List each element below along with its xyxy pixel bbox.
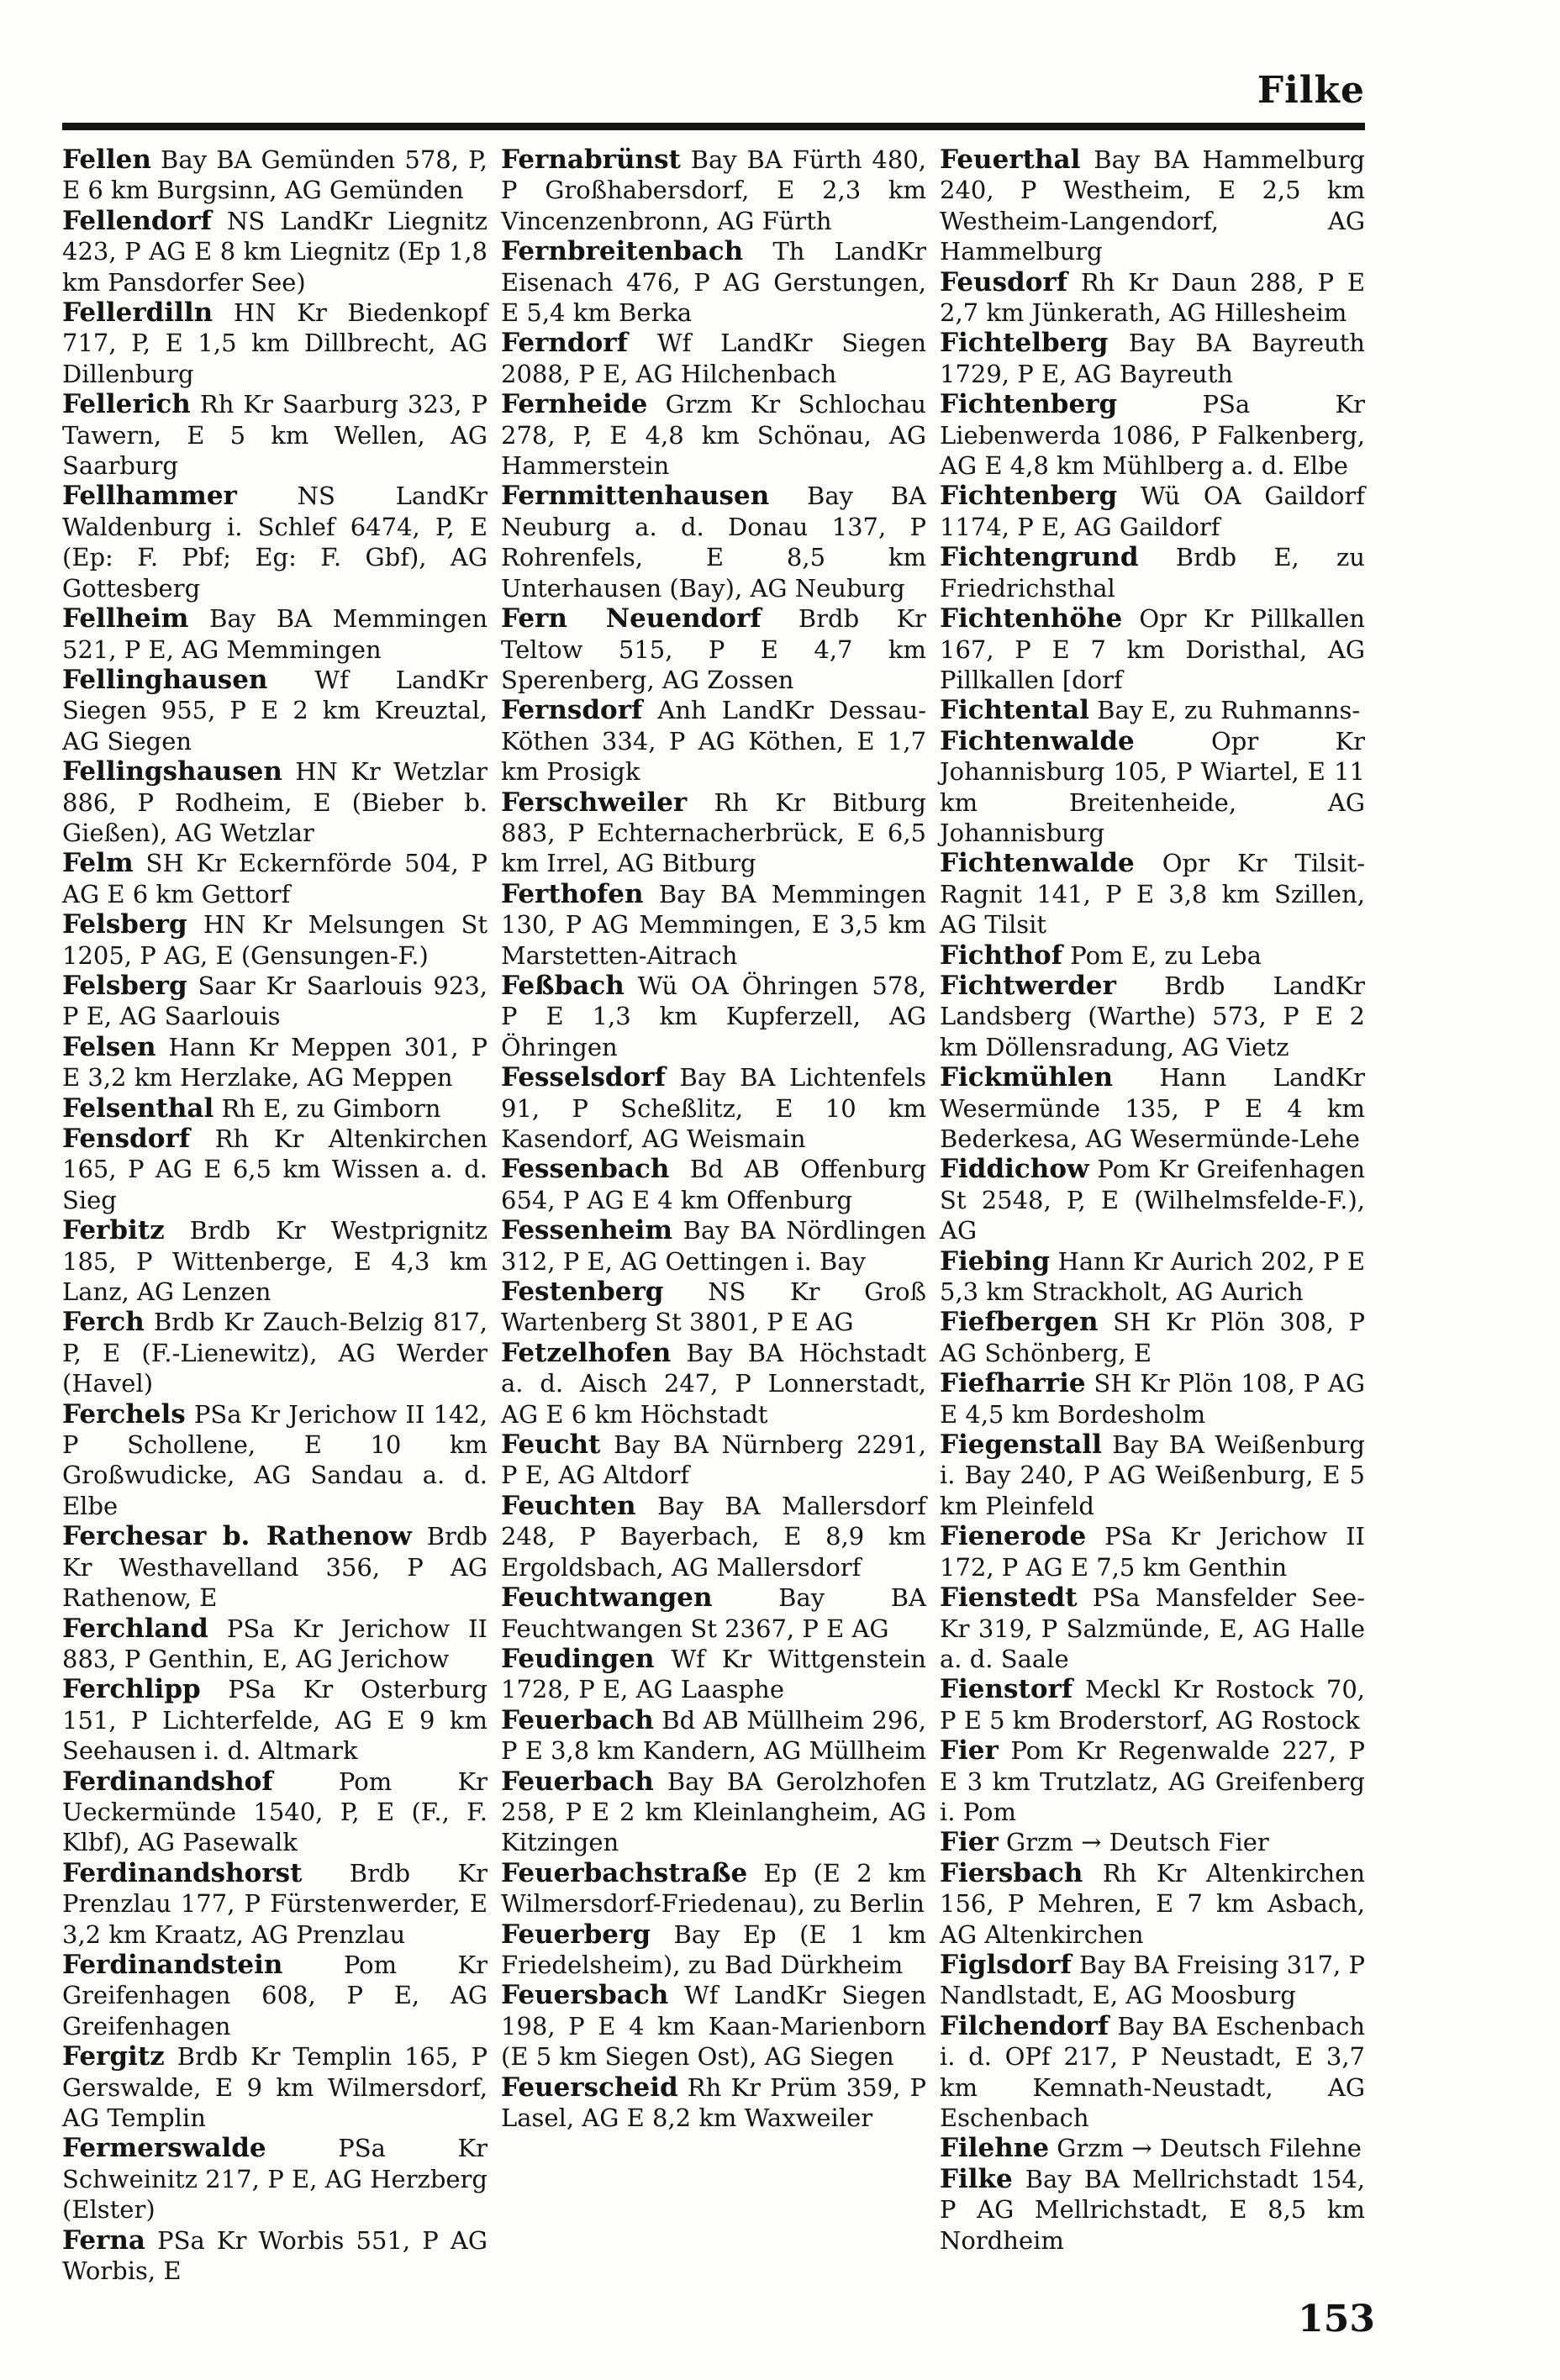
entry-term: Ferna (62, 2225, 145, 2256)
entry-term: Festenberg (501, 1277, 664, 1308)
entry-term: Fichtenwalde (940, 848, 1135, 879)
gazetteer-entry (62, 2225, 488, 2287)
entry-term: Fetzelhofen (501, 1337, 672, 1368)
entry-details: Bay BA Eschenbach i. d. OPf 217, P Neustadt, E 3,7 km Kemnath-Neustadt, AG Eschenbach (940, 2011, 1365, 2132)
gazetteer-entry (940, 2011, 1365, 2134)
gazetteer-entry (501, 145, 926, 236)
gazetteer-entry (501, 971, 926, 1062)
entry-details: Wf LandKr Siegen 198, P E 4 km Kaan-Marienborn (E 5 km Siegen Ost), AG Siegen (501, 1981, 926, 2072)
entry-details: Bay BA Feuchtwangen St 2367, P E AG (501, 1583, 926, 1643)
gazetteer-entry (62, 848, 488, 909)
gazetteer-entry (940, 603, 1365, 695)
entry-details: Hann LandKr Wesermünde 135, P E 4 km Bederkesa, AG Wesermünde-Lehe (940, 1063, 1365, 1153)
entry-details: Grzm Kr Schlochau 278, P, E 4,8 km Schönau, AG Hammerstein (501, 390, 926, 481)
entry-details: Bay BA Fürth 480, P Großhabersdorf, E 2,3 km Vincenzenbronn, AG Fürth (501, 145, 926, 235)
entry-details: Opr Kr Pillkallen 167, P E 7 km Doristhal, AG Pillkallen [dorf (940, 604, 1365, 694)
gazetteer-entry (501, 1062, 926, 1154)
gazetteer-entry (501, 1644, 926, 1705)
entry-details: Grzm → Deutsch Filehne (1049, 2134, 1362, 2163)
gazetteer-entry (62, 756, 488, 848)
gazetteer-entry (940, 542, 1365, 603)
entry-term: Fern Neuendorf (501, 603, 762, 634)
entry-details: Bay BA Gemünden 578, P, E 6 km Burgsinn, AG Gemünden (62, 145, 488, 205)
entry-details: Brdb E, zu Friedrichsthal (940, 543, 1365, 603)
entry-details: Rh Kr Saarburg 323, P Tawern, E 5 km Wellen, AG Saarburg (62, 390, 488, 481)
gazetteer-entry (62, 1950, 488, 2041)
entry-term: Feudingen (501, 1643, 655, 1674)
entry-details: Grzm → Deutsch Fier (998, 1828, 1269, 1857)
entry-term: Ferch (62, 1307, 145, 1338)
entry-term: Fernsdorf (501, 695, 643, 726)
entry-term: Fichtengrund (940, 542, 1139, 573)
gazetteer-entry (940, 971, 1365, 1062)
entry-details: Wf LandKr Siegen 955, P E 2 km Kreuztal, AG Siegen (62, 665, 488, 756)
entry-term: Fichthof (940, 940, 1063, 971)
entry-term: Ferthofen (501, 878, 644, 909)
gazetteer-entry (501, 1980, 926, 2072)
entry-term: Feuchtwangen (501, 1582, 713, 1614)
gazetteer-entry (501, 1215, 926, 1277)
gazetteer-entry (62, 1399, 488, 1522)
entry-details: PSa Kr Schweinitz 217, P E, AG Herzberg (Elster) (62, 2134, 488, 2225)
gazetteer-entry (62, 2041, 488, 2133)
entry-term: Felsberg (62, 909, 187, 940)
entry-details: Bay BA Weißenburg i. Bay 240, P AG Weißenburg, E 5 km Pleinfeld (940, 1430, 1365, 1520)
gazetteer-entry (501, 1154, 926, 1215)
entry-term: Felsenthal (62, 1093, 214, 1124)
gazetteer-entry (501, 1430, 926, 1491)
entry-details: Opr Kr Tilsit-Ragnit 141, P E 3,8 km Szillen, AG Tilsit (940, 849, 1365, 940)
entry-term: Fiebing (940, 1245, 1051, 1277)
gazetteer-entry (940, 2164, 1365, 2256)
entry-details: Opr Kr Johannisburg 105, P Wiartel, E 11 km Breitenheide, AG Johannisburg (940, 726, 1365, 847)
gazetteer-entry (62, 481, 488, 603)
entry-details: Rh Kr Altenkirchen 165, P AG E 6,5 km Wissen a. d. Sieg (62, 1124, 488, 1214)
gazetteer-entry (501, 1858, 926, 1919)
gazetteer-entry (62, 1215, 488, 1307)
entry-term: Fellerdilln (62, 298, 213, 329)
gazetteer-entry (940, 1246, 1365, 1308)
entry-details: Rh Kr Altenkirchen 156, P Mehren, E 7 km Asbach, AG Altenkirchen (940, 1858, 1365, 1949)
gazetteer-entry (940, 328, 1365, 389)
entry-term: Ferbitz (62, 1215, 165, 1246)
entry-term: Fernbreitenbach (501, 236, 744, 267)
entry-term: Ferchlipp (62, 1674, 201, 1705)
entry-term: Fessenheim (501, 1215, 673, 1246)
entry-term: Fernheide (501, 389, 648, 420)
entry-term: Fiefharrie (940, 1368, 1086, 1399)
entry-details: NS LandKr Liegnitz 423, P AG E 8 km Liegnitz (Ep 1,8 km Pansdorfer See) (62, 206, 488, 297)
entry-details: Bay BA Mellrichstadt 154, P AG Mellrichstadt, E 8,5 km Nordheim (940, 2164, 1365, 2255)
entry-details: Bay BA Nördlingen 312, P E, AG Oettingen i. Bay (501, 1216, 926, 1276)
entry-details: Bay BA Memmingen 521, P E, AG Memmingen (62, 604, 488, 664)
gazetteer-entry (501, 1277, 926, 1338)
entry-details: PSa Kr Jerichow II 142, P Schollene, E 10 km Großwudicke, AG Sandau a. d. Elbe (62, 1399, 488, 1520)
entry-details: Bay BA Höchstadt a. d. Aisch 247, P Lonnerstadt, AG E 6 km Höchstadt (501, 1338, 926, 1429)
gazetteer-entry (940, 1307, 1365, 1368)
column-2 (501, 145, 926, 2237)
entry-details: NS Kr Groß Wartenberg St 3801, P E AG (501, 1277, 926, 1337)
entry-details: Wf Kr Wittgenstein 1728, P E, AG Laasphe (501, 1644, 926, 1704)
entry-details: PSa Mansfelder See-Kr 319, P Salzmünde, E, AG Halle a. d. Saale (940, 1583, 1365, 1673)
gazetteer-entry (62, 2133, 488, 2225)
entry-details: Bd AB Müllheim 296, P E 3,8 km Kandern, AG Müllheim (501, 1705, 926, 1766)
entry-details: SH Kr Eckernförde 504, P AG E 6 km Gettorf (62, 849, 488, 908)
gazetteer-entry (940, 389, 1365, 481)
entry-term: Fichtelberg (940, 328, 1109, 359)
gazetteer-entry (940, 1827, 1365, 1857)
entry-term: Figlsdorf (940, 1949, 1072, 1980)
gazetteer-entry (501, 2072, 926, 2134)
entry-details: Bay BA Neuburg a. d. Donau 137, P Rohrenfels, E 8,5 km Unterhausen (Bay), AG Neuburg (501, 482, 926, 603)
gazetteer-entry (62, 665, 488, 756)
entry-details: Pom Kr Greifenhagen St 2548, P, E (Wilhelmsfelde-F.), AG (940, 1155, 1365, 1245)
entry-details: HN Kr Wetzlar 886, P Rodheim, E (Bieber b. Gießen), AG Wetzlar (62, 757, 488, 847)
gazetteer-entry (501, 695, 926, 787)
gazetteer-entry (940, 1950, 1365, 2011)
entry-term: Fienstedt (940, 1582, 1078, 1614)
entry-term: Ferndorf (501, 328, 628, 359)
entry-details: Hann Kr Aurich 202, P E 5,3 km Strackholt, AG Aurich (940, 1246, 1365, 1307)
entry-term: Fellheim (62, 603, 189, 634)
entry-details: PSa Kr Worbis 551, P AG Worbis, E (62, 2225, 488, 2286)
running-head: Filke (1257, 69, 1365, 112)
gazetteer-entry (501, 389, 926, 481)
entry-term: Fernabrünst (501, 145, 681, 175)
column-1 (62, 145, 488, 2286)
entry-term: Fickmühlen (940, 1062, 1114, 1093)
text-columns (62, 145, 1365, 2286)
entry-details: Bay BA Mallersdorf 248, P Bayerbach, E 8,9 km Ergoldsbach, AG Mallersdorf (501, 1491, 926, 1582)
entry-details: Brdb Kr Zauch-Belzig 817, P, E (F.-Lienewitz), AG Werder (Havel) (62, 1308, 488, 1398)
gazetteer-entry (62, 1674, 488, 1766)
entry-details: Bay Ep (E 1 km Friedelsheim), zu Bad Dürkheim (501, 1919, 926, 1979)
gazetteer-entry (501, 481, 926, 603)
entry-term: Fichtwerder (940, 970, 1116, 1001)
entry-term: Feusdorf (940, 266, 1068, 298)
entry-term: Felm (62, 848, 134, 879)
entry-term: Fienerode (940, 1521, 1087, 1552)
entry-term: Feuerscheid (501, 2072, 678, 2103)
entry-term: Fensdorf (62, 1124, 191, 1154)
gazetteer-entry (501, 1582, 926, 1644)
gazetteer-entry (62, 603, 488, 665)
entry-term: Fellendorf (62, 205, 212, 236)
entry-details: Brdb Kr Westprignitz 185, P Wittenberge, E 4,3 km Lanz, AG Lenzen (62, 1216, 488, 1307)
gazetteer-entry (940, 1582, 1365, 1674)
gazetteer-entry (501, 1338, 926, 1430)
gazetteer-entry (501, 236, 926, 328)
entry-term: Ferdinandshorst (62, 1857, 303, 1888)
entry-term: Ferdinandstein (62, 1949, 283, 1980)
entry-term: Fessenbach (501, 1154, 670, 1185)
entry-term: Feuerbach (501, 1766, 654, 1797)
gazetteer-entry (940, 1430, 1365, 1521)
entry-details: Bay BA Bayreuth 1729, P E, AG Bayreuth (940, 329, 1365, 388)
entry-details: Rh Kr Daun 288, P E 2,7 km Jünkerath, AG Hillesheim (940, 267, 1365, 328)
entry-details: Bay BA Gerolzhofen 258, P E 2 km Kleinlangheim, AG Kitzingen (501, 1767, 926, 1857)
gazetteer-entry (940, 2133, 1365, 2163)
entry-term: Fellen (62, 145, 151, 175)
entry-details: Bd AB Offenburg 654, P AG E 4 km Offenburg (501, 1155, 926, 1214)
entry-term: Fier (940, 1827, 999, 1858)
gazetteer-entry (501, 328, 926, 389)
entry-details: Brdb LandKr Landsberg (Warthe) 573, P E 2 km Döllensradung, AG Vietz (940, 971, 1365, 1061)
entry-details: Pom Kr Greifenhagen 608, P E, AG Greifenhagen (62, 1950, 488, 2040)
entry-details: Brdb Kr Westhavelland 356, P AG Rathenow, E (62, 1522, 488, 1613)
entry-details: PSa Kr Osterburg 151, P Lichterfelde, AG E 9 km Seehausen i. d. Altmark (62, 1675, 488, 1766)
entry-term: Fichtenberg (940, 481, 1118, 512)
entry-term: Fiegenstall (940, 1430, 1102, 1461)
gazetteer-entry (501, 879, 926, 971)
entry-term: Fellingshausen (62, 756, 282, 787)
entry-details: Brdb Kr Prenzlau 177, P Fürstenwerder, E 3,2 km Kraatz, AG Prenzlau (62, 1858, 488, 1949)
entry-term: Feuerbach (501, 1704, 654, 1735)
column-3 (940, 145, 1365, 2255)
entry-details: Pom E, zu Leba (1062, 940, 1262, 970)
gazetteer-entry (940, 848, 1365, 940)
entry-term: Felsen (62, 1031, 156, 1062)
gazetteer-entry (62, 909, 488, 971)
entry-details: Saar Kr Saarlouis 923, P E, AG Saarlouis (62, 971, 488, 1031)
entry-term: Fichtental (940, 695, 1089, 726)
entry-details: Ep (E 2 km Wilmersdorf-Friedenau), zu Berlin (501, 1858, 926, 1919)
entry-term: Feßbach (501, 970, 625, 1001)
page-number: 153 (1298, 2298, 1375, 2341)
entry-term: Ferchels (62, 1398, 186, 1430)
entry-term: Ferschweiler (501, 787, 688, 818)
entry-details: SH Kr Plön 108, P AG E 4,5 km Bordesholm (940, 1369, 1365, 1429)
entry-term: Feuerberg (501, 1919, 651, 1950)
gazetteer-entry (940, 726, 1365, 849)
gazetteer-entry (940, 1062, 1365, 1154)
entry-term: Fienstorf (940, 1674, 1073, 1705)
entry-term: Filehne (940, 2133, 1050, 2164)
gazetteer-entry (62, 1093, 488, 1124)
entry-details: PSa Kr Jerichow II 883, P Genthin, E, AG Jerichow (62, 1614, 488, 1673)
entry-term: Feuchten (501, 1490, 636, 1521)
entry-details: Bay BA Hammelburg 240, P Westheim, E 2,5 km Westheim-Langendorf, AG Hammelburg (940, 145, 1365, 266)
entry-details: Brdb Kr Templin 165, P Gerswalde, E 9 km Wilmersdorf, AG Templin (62, 2042, 488, 2132)
entry-details: Pom Kr Regenwalde 227, P E 3 km Trutzlatz, AG Greifenberg i. Pom (940, 1736, 1365, 1826)
entry-term: Fiddichow (940, 1154, 1089, 1185)
entry-details: Wü OA Öhringen 578, P E 1,3 km Kupferzell, AG Öhringen (501, 971, 926, 1061)
gazetteer-entry (62, 1614, 488, 1675)
gazetteer-entry (940, 940, 1365, 971)
entry-term: Filchendorf (940, 2010, 1109, 2041)
gazetteer-entry (62, 1124, 488, 1215)
entry-details: Rh Kr Prüm 359, P Lasel, AG E 8,2 km Waxweiler (501, 2072, 926, 2132)
entry-details: Wü OA Gaildorf 1174, P E, AG Gaildorf (940, 482, 1365, 541)
entry-details: Hann Kr Meppen 301, P E 3,2 km Herzlake, AG Meppen (62, 1032, 488, 1093)
entry-term: Fesselsdorf (501, 1062, 666, 1093)
entry-term: Ferchesar b. Rathenow (62, 1521, 412, 1552)
gazetteer-entry (940, 145, 1365, 267)
entry-term: Fellerich (62, 389, 191, 420)
entry-term: Fichtenhöhe (940, 603, 1123, 634)
gazetteer-entry (62, 971, 488, 1032)
entry-term: Fellinghausen (62, 664, 268, 695)
entry-term: Fier (940, 1735, 999, 1767)
entry-term: Fichtenberg (940, 389, 1118, 420)
entry-details: Anh LandKr Dessau-Köthen 334, P AG Köthen, E 1,7 km Prosigk (501, 696, 926, 787)
entry-term: Feucht (501, 1430, 601, 1461)
gazetteer-entry (501, 787, 926, 879)
entry-details: Wf LandKr Siegen 2088, P E, AG Hilchenbach (501, 329, 926, 388)
gazetteer-entry (62, 1307, 488, 1398)
gazetteer-entry (62, 1032, 488, 1093)
gazetteer-entry (501, 1705, 926, 1767)
gazetteer-entry (62, 1858, 488, 1950)
entry-term: Filke (940, 2163, 1013, 2194)
entry-term: Ferchland (62, 1613, 208, 1644)
gazetteer-entry (940, 267, 1365, 329)
gazetteer-entry (940, 1735, 1365, 1827)
entry-term: Feuerthal (940, 145, 1081, 175)
entry-term: Fergitz (62, 2041, 165, 2072)
entry-term: Fernmittenhausen (501, 481, 770, 512)
entry-details: Bay E, zu Ruhmanns- (1088, 696, 1361, 725)
entry-details: PSa Kr Jerichow II 172, P AG E 7,5 km Genthin (940, 1522, 1365, 1582)
gazetteer-entry (62, 298, 488, 389)
gazetteer-entry (501, 1767, 926, 1858)
entry-details: Brdb Kr Teltow 515, P E 4,7 km Sperenberg, AG Zossen (501, 604, 926, 694)
entry-details: Th LandKr Eisenach 476, P AG Gerstungen, E 5,4 km Berka (501, 237, 926, 328)
gazetteer-entry (62, 1521, 488, 1613)
entry-details: Bay BA Freising 317, P Nandlstadt, E, AG Moosburg (940, 1950, 1365, 2010)
entry-details: Rh E, zu Gimborn (213, 1093, 441, 1123)
entry-term: Felsberg (62, 970, 187, 1001)
entry-details: Meckl Kr Rostock 70, P E 5 km Broderstorf, AG Rostock (940, 1675, 1365, 1735)
entry-details: HN Kr Melsungen St 1205, P AG, E (Gensungen-F.) (62, 910, 488, 970)
entry-term: Feuerbachstraße (501, 1857, 748, 1888)
entry-term: Fiefbergen (940, 1307, 1099, 1338)
entry-details: Bay BA Memmingen 130, P AG Memmingen, E 3,5 km Marstetten-Aitrach (501, 879, 926, 970)
gazetteer-entry (62, 206, 488, 298)
entry-details: Rh Kr Bitburg 883, P Echternacherbrück, E 6,5 km Irrel, AG Bitburg (501, 787, 926, 878)
gazetteer-entry (62, 145, 488, 206)
entry-details: Pom Kr Ueckermünde 1540, P, E (F., F. Klbf), AG Pasewalk (62, 1767, 488, 1857)
gazetteer-entry (940, 1521, 1365, 1582)
entry-details: Bay BA Lichtenfels 91, P Scheßlitz, E 10 km Kasendorf, AG Weismain (501, 1063, 926, 1153)
entry-details: NS LandKr Waldenburg i. Schlef 6474, P, E (Ep: F. Pbf; Eg: F. Gbf), AG Gottesberg (62, 482, 488, 603)
gazetteer-entry (501, 1491, 926, 1582)
entry-details: PSa Kr Liebenwerda 1086, P Falkenberg, AG E 4,8 km Mühlberg a. d. Elbe (940, 390, 1365, 481)
entry-term: Fichtenwalde (940, 725, 1135, 756)
gazetteer-entry (940, 695, 1365, 725)
gazetteer-entry (940, 1154, 1365, 1245)
gazetteer-entry (940, 1674, 1365, 1735)
gazetteer-entry (940, 1368, 1365, 1430)
header-rule (62, 123, 1365, 130)
entry-details: HN Kr Biedenkopf 717, P, E 1,5 km Dillbrecht, AG Dillenburg (62, 298, 488, 388)
entry-term: Feuersbach (501, 1980, 669, 2011)
entry-details: Bay BA Nürnberg 2291, P E, AG Altdorf (501, 1430, 926, 1490)
entry-term: Fermerswalde (62, 2133, 266, 2164)
gazetteer-entry (501, 1919, 926, 1981)
gazetteer-entry (940, 481, 1365, 542)
gazetteer-entry (940, 1858, 1365, 1950)
gazetteer-entry (62, 1767, 488, 1858)
entry-term: Fellhammer (62, 481, 237, 512)
gazetteer-entry (62, 389, 488, 481)
entry-details: SH Kr Plön 308, P AG Schönberg, E (940, 1308, 1365, 1367)
entry-term: Fiersbach (940, 1857, 1083, 1888)
gazetteer-entry (501, 603, 926, 695)
entry-term: Ferdinandshof (62, 1766, 273, 1797)
